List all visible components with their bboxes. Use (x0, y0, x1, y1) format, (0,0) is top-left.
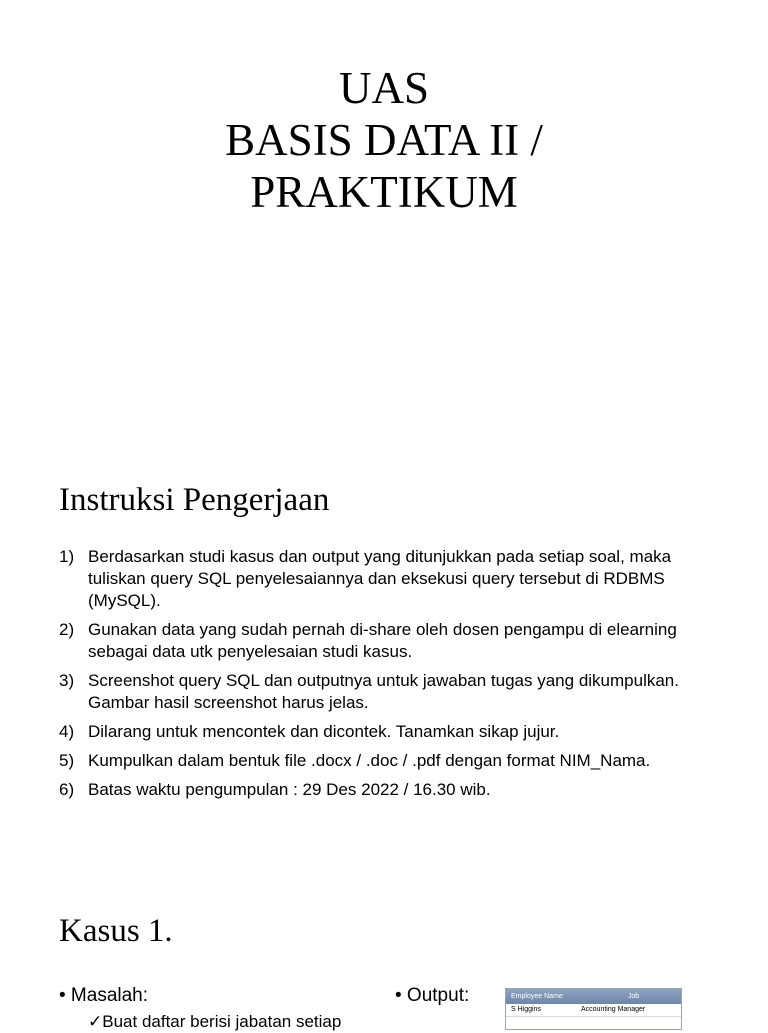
instruction-text: Gunakan data yang sudah pernah di-share oleh dosen pengampu di elearning sebagai data utk penyelesaian studi kasus. (88, 620, 677, 661)
instruction-text: Kumpulkan dalam bentuk file .docx / .doc / .pdf dengan format NIM_Nama. (88, 751, 651, 770)
instruction-item (59, 750, 729, 772)
instruction-number: 6) (59, 780, 75, 799)
instruction-item (59, 546, 729, 612)
title-line-2: BASIS DATA II / (225, 115, 543, 165)
masalah-label: • Masalah: (59, 985, 149, 1006)
table-row (506, 1004, 681, 1017)
instruction-number: 1) (59, 547, 75, 566)
instruction-number: 2) (59, 620, 75, 639)
instruction-number: 3) (59, 671, 75, 690)
cell-job: Accounting Manager (581, 1006, 646, 1013)
instruction-text: Berdasarkan studi kasus dan output yang ditunjukkan pada setiap soal, maka tuliskan query SQL penyelesaiannya dan eksekusi query tersebut di RDBMS (MySQL). (88, 547, 672, 610)
instruction-item (59, 670, 729, 714)
instruction-text: Batas waktu pengumpulan : 29 Des 2022 / 16.30 wib. (88, 780, 491, 799)
instruction-number: 4) (59, 722, 75, 741)
instructions-heading: Instruksi Pengerjaan (59, 482, 330, 518)
title-line-1: UAS (338, 63, 430, 113)
instruction-text: Screenshot query SQL dan outputnya untuk jawaban tugas yang dikumpulkan. Gambar hasil screenshot harus jelas. (88, 671, 679, 712)
instructions-list (59, 546, 729, 808)
document-title (0, 62, 768, 218)
column-header-job: Job (627, 993, 640, 1000)
instruction-number: 5) (59, 751, 75, 770)
column-header-employee-name: Employee Name (511, 993, 563, 1000)
instruction-text: Dilarang untuk mencontek dan dicontek. Tanamkan sikap jujur. (88, 722, 560, 741)
cell-employee-name: S Higgins (511, 1006, 541, 1013)
output-table-header (506, 989, 681, 1004)
title-line-3: PRAKTIKUM (250, 167, 518, 217)
instruction-item (59, 721, 729, 743)
kasus-heading: Kasus 1. (59, 913, 173, 949)
masalah-subitem: ✓Buat daftar berisi jabatan setiap (88, 1012, 342, 1031)
instruction-item (59, 779, 729, 801)
instruction-item (59, 619, 729, 663)
output-label: • Output: (395, 985, 470, 1006)
